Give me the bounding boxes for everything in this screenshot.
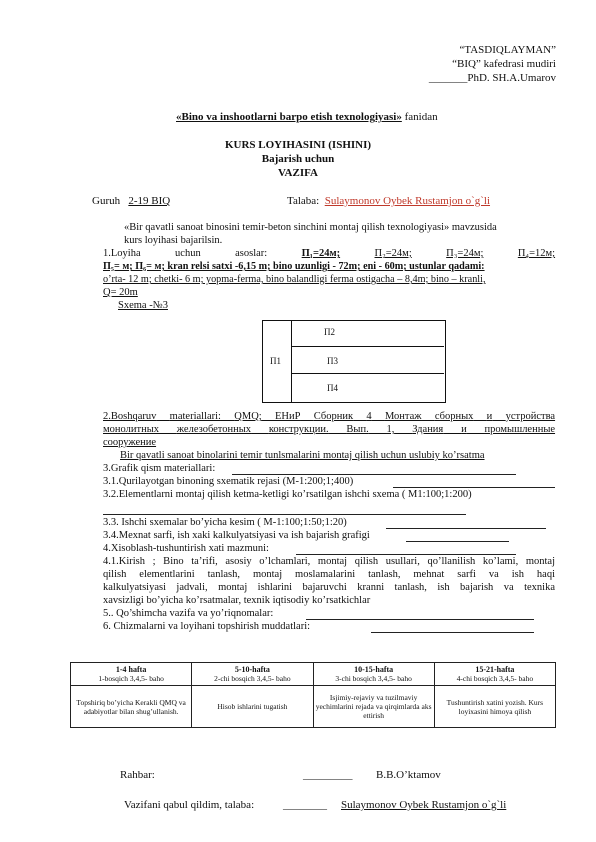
heading-line1: KURS LOYIHASINI (ISHINI): [224, 139, 372, 151]
scheme-diagram: [262, 320, 446, 403]
schedule-header-cell: 1-4 hafta 1-bosqich 3,4,5- baho: [71, 663, 192, 686]
item2-word: железобетонных: [176, 424, 252, 435]
scheme-p2: П2: [324, 327, 335, 337]
item2-word: 4: [366, 411, 372, 422]
item2-word: и: [486, 411, 493, 422]
item2-word: materiallari:: [169, 411, 221, 422]
student-value: Sulaymonov Oybek Rustamjon o`g`li: [324, 195, 491, 207]
item3-sub4: 3.4.Mexnat sarfi, ish xaki kalkulyatsiyasi va ish bajarish grafigi: [103, 530, 370, 541]
item2-word: Вып.: [346, 424, 369, 435]
scheme-divider-1: [291, 346, 444, 347]
item1-word: uchun: [175, 248, 201, 259]
item3-sub2-blank: [103, 514, 466, 515]
item4-line3: kalkulyatsiyasi jadvali, montaj ishlarini bajaruvchi kranni tanlash, ish bajarish va texnika: [103, 582, 555, 593]
schedule-header-row: [71, 663, 556, 686]
scheme-divider-2: [291, 373, 444, 374]
group-value: 2-19 BIQ: [128, 195, 171, 207]
item3-sub3: 3.3. Ishchi sxemalar bo’yicha kesim ( M-1:100;1:50;1:20): [103, 517, 347, 528]
item5-blank: [306, 619, 534, 620]
accept-label: Vazifani qabul qildim, talaba:: [124, 799, 255, 811]
item3-sub3-blank: [386, 528, 546, 529]
item3-sub1-blank: [393, 487, 555, 488]
accept-name: Sulaymonov Oybek Rustamjon o`g`li: [341, 799, 507, 811]
item5-text: 5.. Qo’shimcha vazifa va yo’riqnomalar:: [103, 608, 274, 619]
schedule-header-cell: 10-15-hafta 3-chi bosqich 3,4,5- baho: [313, 663, 434, 686]
subject-line: [176, 111, 438, 124]
item1-word: asoslar:: [235, 248, 268, 259]
item4-title: 4.Xisoblash-tushuntirish xati mazmuni:: [103, 543, 269, 554]
item1-p2: П₂=24м;: [374, 248, 412, 259]
subject-name: «Bino va inshootlarni barpo etish texnologiyasi»: [176, 111, 402, 123]
item2-line2: [103, 424, 555, 437]
approval-signer: _______PhD. SH.A.Umarov: [428, 72, 556, 84]
approval-position: “BIQ” kafedrasi mudiri: [452, 58, 556, 70]
item1-p1: П₁=24м;: [301, 248, 341, 259]
item2-line4: Bir qavatli sanoat binolarini temir tunlsmalarini montaj qilish uchun uslubiy ko’rsatma: [120, 450, 485, 461]
item1-p3: П₃=24м;: [446, 248, 484, 259]
item1-line3: o’rta- 12 m; chetki- 6 m; yopma-ferma, bino balandligi ferma ostigacha – 8,4m; bino – kranli,: [103, 274, 486, 285]
item2-word: Монтаж: [384, 411, 422, 422]
item2-word: конструкции.: [268, 424, 329, 435]
item4-line4: xavsizligi bo’yicha ko’rsatmalar, texnik iqtisodiy ko’rsatkichlar: [103, 595, 371, 606]
item1-line2: П₅= м; П₆= м; kran relsi satxi -6,15 m; bino uzunligi - 72m; eni - 60m; ustunlar qadami:: [103, 261, 485, 272]
item6-blank: [371, 632, 534, 633]
scheme-label: Sxema -№3: [118, 300, 168, 311]
rahbar-label: Rahbar:: [120, 769, 155, 781]
item3-title-blank: [232, 474, 516, 475]
item6-text: 6. Chizmalarni va loyihani topshirish muddatlari:: [103, 621, 311, 632]
accept-sign: ________: [283, 799, 327, 811]
item2-word: ЕНиР: [275, 411, 301, 422]
intro-line2: kurs loyihasi bajarilsin.: [124, 235, 223, 246]
item3-title: 3.Grafik qism materiallari:: [103, 463, 216, 474]
student-line: [287, 195, 490, 208]
heading-line2: Bajarish uchun: [261, 153, 335, 165]
rahbar-name: B.B.O’ktamov: [376, 769, 441, 781]
scheme-p3: П3: [327, 356, 338, 366]
group-line: [92, 195, 170, 208]
student-label: Talaba:: [287, 195, 320, 207]
schedule-header-cell: 5-10-hafta 2-chi bosqich 3,4,5- baho: [192, 663, 313, 686]
approval-title: “TASDIQLAYMAN”: [459, 44, 556, 56]
scheme-p1: П1: [270, 356, 281, 366]
item1-p4: П₄=12м;: [517, 248, 556, 259]
item2-word: Здания: [412, 424, 444, 435]
item2-line1: [103, 411, 555, 424]
intro-line1: «Bir qavatli sanoat binosini temir-beton sinchini montaj qilish texnologiyasi» mavzusida: [124, 222, 497, 233]
rahbar-sign: _________: [303, 769, 353, 781]
schedule-header-cell: 15-21-hafta 4-chi bosqich 3,4,5- baho: [434, 663, 555, 686]
schedule-task-cell: Isjimiy-rejaviy va tuzilmaviy yechimlarini rejada va qirqimlarda aks ettirish: [313, 686, 434, 728]
schedule-task-row: [71, 686, 556, 728]
item2-word: Сборник: [313, 411, 354, 422]
heading-line3: VAZIFA: [278, 167, 318, 179]
scheme-p4: П4: [327, 383, 338, 393]
item1-line1: [103, 248, 555, 261]
item4-title-blank: [296, 554, 516, 555]
schedule-table: [70, 662, 556, 728]
scheme-divider-vertical: [291, 320, 292, 402]
schedule-task-cell: Hisob ishlarini tugatish: [192, 686, 313, 728]
group-label: Guruh: [92, 195, 121, 207]
item2-word: устройства: [505, 411, 556, 422]
item2-line3: сооружение: [103, 437, 157, 448]
schedule-task-cell: Tushuntirish xatini yozish. Kurs loyixasini himoya qilish: [434, 686, 555, 728]
item2-word: QMQ;: [234, 411, 262, 422]
schedule-task-cell: Topshiriq bo’yicha Kerakli QMQ va adabiyotlar bilan shug’ullanish.: [71, 686, 192, 728]
item2-word: монолитных: [103, 424, 159, 435]
item3-sub4-blank: [406, 541, 509, 542]
item2-word: 1,: [386, 424, 395, 435]
item2-word: сборных: [434, 411, 474, 422]
item3-sub1: 3.1.Qurilayotgan binoning sxematik rejasi (M-1:200;1;400): [103, 476, 354, 487]
subject-suffix: fanidan: [404, 111, 438, 123]
item2-word: 2.Boshqaruv: [103, 411, 157, 422]
item1-word: 1.Loyiha: [103, 248, 141, 259]
item4-line1: 4.1.Kirish ; Bino ta’rifi, asosiy o’lchamlari, montaj qilish usullari, qo’llanilish ko’lami, montaj: [103, 556, 555, 567]
item3-sub2: 3.2.Elementlarni montaj qilish ketma-ketligi ko’rsatilgan ishchi sxema ( M1:100;1:200): [103, 489, 472, 500]
item2-word: и: [461, 424, 467, 435]
item4-line2: qilish elementlarini tanlash, montaj moslamalarini tanlash, mehnat sarfi va ish haqi: [103, 569, 555, 580]
item2-word: промышленные: [484, 424, 556, 435]
item1-line4: Q= 20m: [103, 287, 138, 298]
